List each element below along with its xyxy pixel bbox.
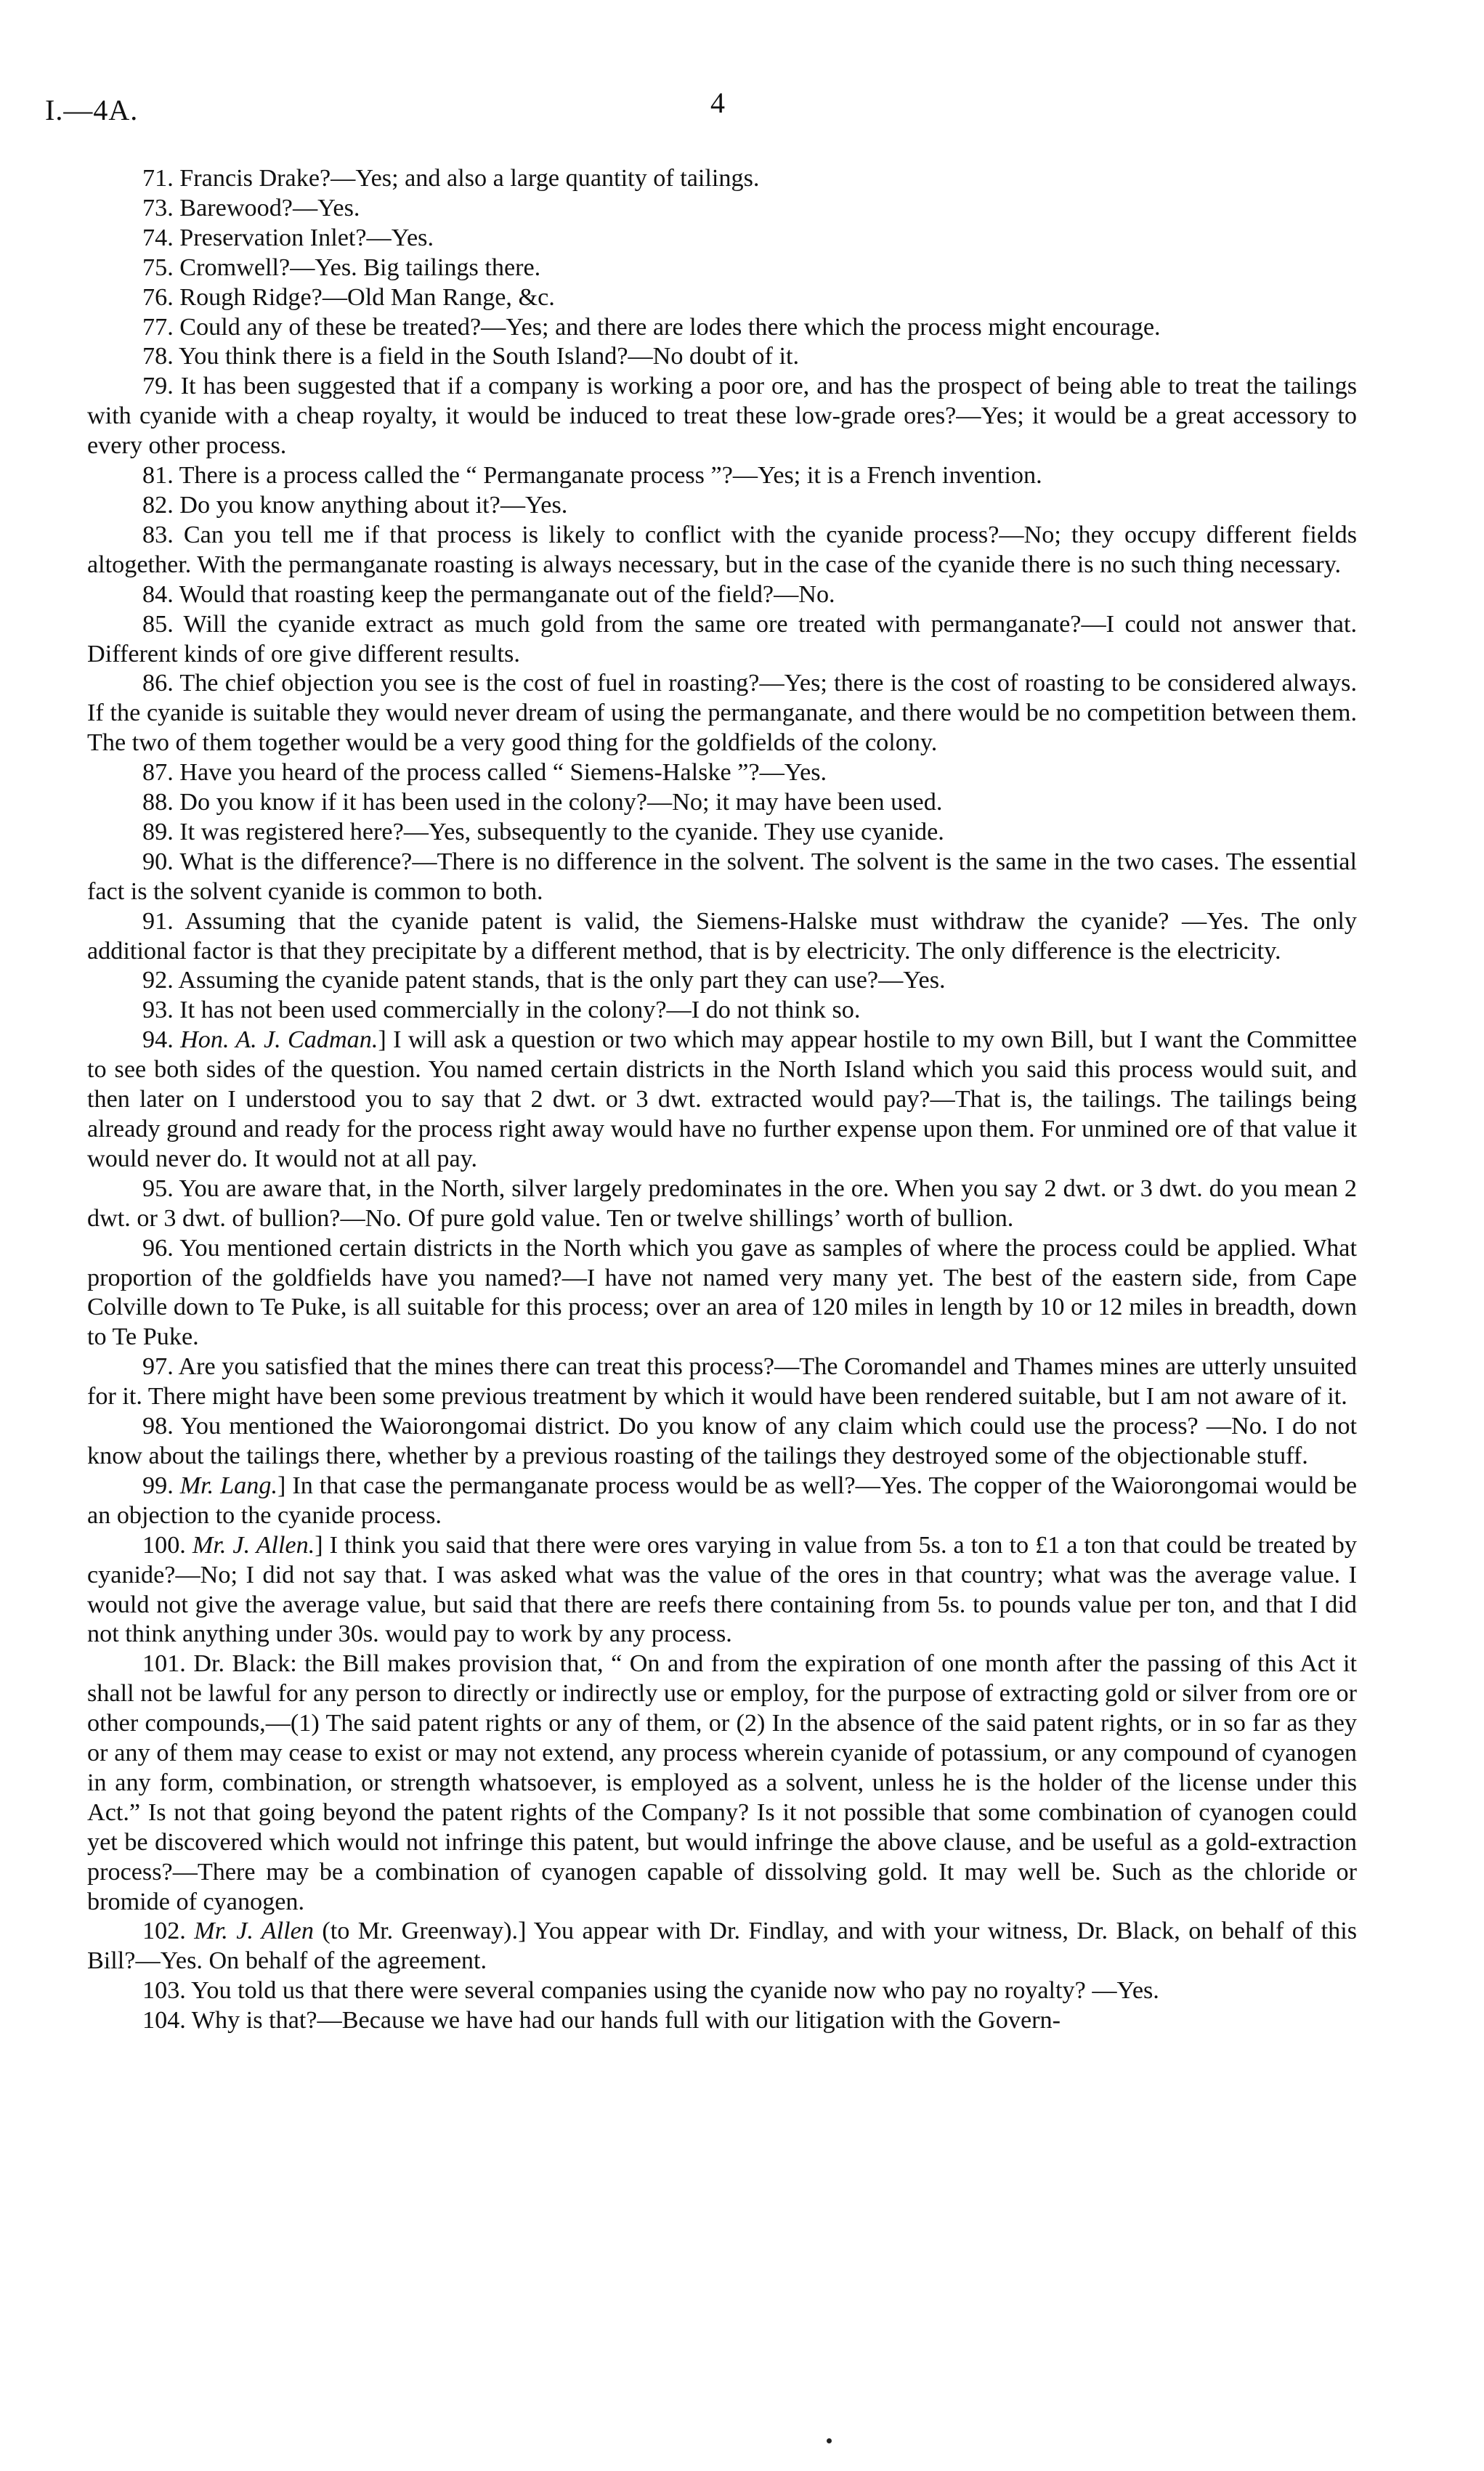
testimony-paragraph (87, 313, 1357, 343)
paragraph-text: It was registered here?—Yes, subsequently to the cyanide. They use cyanide. (179, 818, 944, 845)
testimony-paragraph (87, 1026, 1357, 1174)
testimony-paragraph (87, 580, 1357, 610)
question-number: 104. (142, 2007, 186, 2034)
question-number: 83. (142, 521, 174, 548)
testimony-paragraph (87, 669, 1357, 758)
paragraph-text: It has been suggested that if a company is working a poor ore, and has the prospect of being able to treat the tailings with cyanide with a cheap royalty, it would be induced to treat these low-grade ores?—Yes; it would be a great accessory to every other process. (87, 373, 1357, 460)
paragraph-text: You told us that there were several companies using the cyanide now who pay no royalty? —Yes. (191, 1977, 1159, 2005)
paragraph-text: Are you satisfied that the mines there can treat this process?—The Coromandel and Thames mines are utterly unsuited for it. There might have been some previous treatment by which it would have been rendered suitable, but I am not aware of it. (87, 1353, 1357, 1411)
question-number: 93. (142, 997, 174, 1024)
paragraph-text: Preservation Inlet?—Yes. (179, 224, 434, 251)
testimony-paragraph (87, 1917, 1357, 1976)
question-number: 77. (142, 313, 174, 341)
question-number: 97. (142, 1353, 174, 1381)
question-number: 96. (142, 1234, 174, 1262)
testimony-paragraph (87, 194, 1357, 224)
testimony-paragraph (87, 788, 1357, 818)
question-number: 95. (142, 1174, 174, 1202)
page-number: 4 (710, 86, 725, 119)
testimony-paragraph (87, 1352, 1357, 1412)
testimony-paragraph (87, 966, 1357, 996)
paragraph-text: You think there is a field in the South Island?—No doubt of it. (179, 343, 800, 370)
paragraph-text: You mentioned the Waiorongomai district. Do you know of any claim which could use the process? —No. I do not know about the tailings there, whether by a previous roasting of the tailings they destroyed some of the objectionable stuff. (87, 1413, 1357, 1469)
question-number: 100. (142, 1531, 186, 1559)
paragraph-text: Barewood?—Yes. (179, 194, 360, 222)
question-number: 94. (142, 1026, 174, 1054)
question-number: 98. (142, 1413, 174, 1440)
testimony-paragraph (87, 610, 1357, 670)
question-number: 90. (142, 848, 174, 875)
question-number: 75. (142, 253, 174, 281)
testimony-paragraph (87, 1234, 1357, 1353)
question-number: 73. (142, 194, 174, 222)
paragraph-text: Francis Drake?—Yes; and also a large quantity of tailings. (179, 165, 760, 192)
paragraph-text: ] In that case the permanganate process would be as well?—Yes. The copper of the Waiorongomai would be an objection to the cyanide process. (87, 1472, 1357, 1529)
paragraph-text: Dr. Black: the Bill makes provision that, “ On and from the expiration of one month after the passing of this Act it shall not be lawful for any person to directly or indirectly use or employ, for the purpose of extracting gold or silver from ore or other compounds,—(1) The said patent rights or any of them, or (2) In the absence of the said patent rights, or in so far as they or any of them may cease to exist or may not extend, any process wherein cyanide of potassium, or any compound of cyanogen in any form, combination, or strength whatsoever, is employed as a solvent, unless he is the holder of the license under this Act.” Is not that going beyond the patent rights of the Company? Is it not possible that some combination of cyanogen could yet be discovered which would not infringe this patent, but would infringe the above clause, and be useful as a gold-extraction process?—There may be a combination of cyanogen capable of dissolving gold. It may well be. Such as the chloride or bromide of cyanogen. (87, 1650, 1358, 1915)
question-number: 78. (142, 343, 174, 370)
question-number: 76. (142, 283, 174, 311)
document-reference: I.—4A. (45, 94, 139, 126)
paragraph-text: Assuming that the cyanide patent is valid, the Siemens-Halske must withdraw the cyanide? —Yes. The only additional factor is that they precipitate by a different method, that is by electricity. The only difference is the electricity. (87, 907, 1357, 965)
speaker-name: Hon. A. J. Cadman. (180, 1026, 378, 1054)
question-number: 82. (142, 491, 174, 519)
speaker-name: Mr. J. Allen (194, 1918, 314, 1945)
question-number: 89. (142, 818, 174, 845)
testimony-paragraph (87, 164, 1357, 194)
question-number: 79. (142, 373, 174, 400)
testimony-paragraph (87, 1976, 1357, 2006)
paragraph-text: ] I think you said that there were ores varying in value from 5s. a ton to £1 a ton that could be treated by cyanide?—No; I did not say that. I was asked what was the value of the ores in that country; what was the average value. I would not give the average value, but said that there are reefs there containing from 5s. to pounds value per ton, and that I did not think anything under 30s. would pay to work by any process. (87, 1531, 1357, 1648)
testimony-paragraph (87, 1174, 1357, 1234)
paragraph-text: Rough Ridge?—Old Man Range, &c. (179, 283, 555, 311)
question-number: 86. (142, 670, 174, 697)
paragraph-text: Could any of these be treated?—Yes; and there are lodes there which the process might encourage. (179, 313, 1161, 341)
question-number: 88. (142, 789, 174, 816)
speaker-name: Mr. J. Allen. (192, 1531, 315, 1559)
paragraph-text: Can you tell me if that process is likely to conflict with the cyanide process?—No; they occupy different fields altogether. With the permanganate roasting is always necessary, but in the case of the cyanide there is no such thing necessary. (87, 521, 1357, 578)
question-number: 102. (142, 1918, 186, 1945)
paragraph-text: Will the cyanide extract as much gold from the same ore treated with permanganate?—I could not answer that. Different kinds of ore give different results. (87, 610, 1357, 668)
paragraph-text: Assuming the cyanide patent stands, that is the only part they can use?—Yes. (178, 967, 946, 994)
testimony-paragraph (87, 907, 1357, 967)
question-number: 91. (142, 907, 174, 935)
paragraph-text: ] I will ask a question or two which may appear hostile to my own Bill, but I want the Committee to see both sides of the question. You named certain districts in the North Island which you said this process would suit, and then later on I understood you to say that 2 dwt. or 3 dwt. extracted would pay?—That is, the tailings. The tailings being already ground and ready for the process right away would have no further expense upon them. For unmined ore of that value it would never do. It would not at all pay. (87, 1026, 1358, 1172)
paragraph-text: There is a process called the “ Permanganate process ”?—Yes; it is a French invention. (179, 462, 1042, 490)
question-number: 74. (142, 224, 174, 251)
testimony-paragraph (87, 818, 1357, 848)
paragraph-text: What is the difference?—There is no difference in the solvent. The solvent is the same in the two cases. The essential fact is the solvent cyanide is common to both. (87, 848, 1357, 905)
testimony-paragraph (87, 491, 1357, 521)
testimony-paragraph (87, 848, 1357, 907)
question-number: 87. (142, 759, 174, 787)
testimony-paragraph (87, 1650, 1357, 1917)
paragraph-text: Do you know anything about it?—Yes. (179, 491, 568, 519)
printer-dot (827, 2438, 832, 2443)
paragraph-text: Have you heard of the process called “ Siemens-Halske ”?—Yes. (179, 759, 827, 787)
testimony-paragraph (87, 1531, 1357, 1650)
question-number: 101. (142, 1650, 186, 1678)
question-number: 81. (142, 462, 174, 490)
testimony-paragraph (87, 758, 1357, 788)
testimony-paragraph (87, 372, 1357, 461)
paragraph-text: You are aware that, in the North, silver largely predominates in the ore. When you say 2 dwt. or 3 dwt. do you mean 2 dwt. or 3 dwt. of bullion?—No. Of pure gold value. Ten or twelve shillings’ worth of bullion. (87, 1174, 1357, 1232)
question-number: 85. (142, 610, 174, 638)
paragraph-text: The chief objection you see is the cost of fuel in roasting?—Yes; there is the cost of roasting to be considered always. If the cyanide is suitable they would never dream of using the permanganate, and there would be no competition between them. The two of them together would be a very good thing for the goldfields of the colony. (87, 670, 1357, 757)
testimony-paragraph (87, 224, 1357, 253)
testimony-paragraph (87, 461, 1357, 491)
testimony-paragraph (87, 1412, 1357, 1472)
paragraph-text: (to Mr. Greenway).] You appear with Dr. Findlay, and with your witness, Dr. Black, on behalf of this Bill?—Yes. On behalf of the agreement. (87, 1918, 1357, 1975)
testimony-paragraph (87, 521, 1357, 580)
question-number: 92. (142, 967, 174, 994)
question-number: 103. (142, 1977, 186, 2005)
testimony-paragraph (87, 2006, 1357, 2036)
paragraph-text: You mentioned certain districts in the North which you gave as samples of where the process could be applied. What proportion of the goldfields have you named?—I have not named very many yet. The best of the eastern side, from Cape Colville down to Te Puke, is all suitable for this process; over an area of 120 miles in length by 10 or 12 miles in breadth, down to Te Puke. (87, 1234, 1357, 1351)
testimony-paragraph (87, 283, 1357, 313)
paragraph-text: Why is that?—Because we have had our hands full with our litigation with the Govern- (191, 2007, 1061, 2034)
testimony-paragraph (87, 996, 1357, 1026)
question-number: 84. (142, 580, 174, 608)
paragraph-text: Cromwell?—Yes. Big tailings there. (179, 253, 541, 281)
testimony-paragraph (87, 342, 1357, 372)
speaker-name: Mr. Lang. (179, 1472, 278, 1499)
testimony-body (87, 164, 1357, 2036)
question-number: 99. (142, 1472, 174, 1499)
question-number: 71. (142, 165, 174, 192)
page-header (45, 86, 1440, 137)
paragraph-text: Do you know if it has been used in the colony?—No; it may have been used. (179, 789, 943, 816)
testimony-paragraph (87, 1472, 1357, 1531)
testimony-paragraph (87, 253, 1357, 283)
paragraph-text: Would that roasting keep the permanganate out of the field?—No. (179, 580, 835, 608)
paragraph-text: It has not been used commercially in the colony?—I do not think so. (179, 997, 861, 1024)
